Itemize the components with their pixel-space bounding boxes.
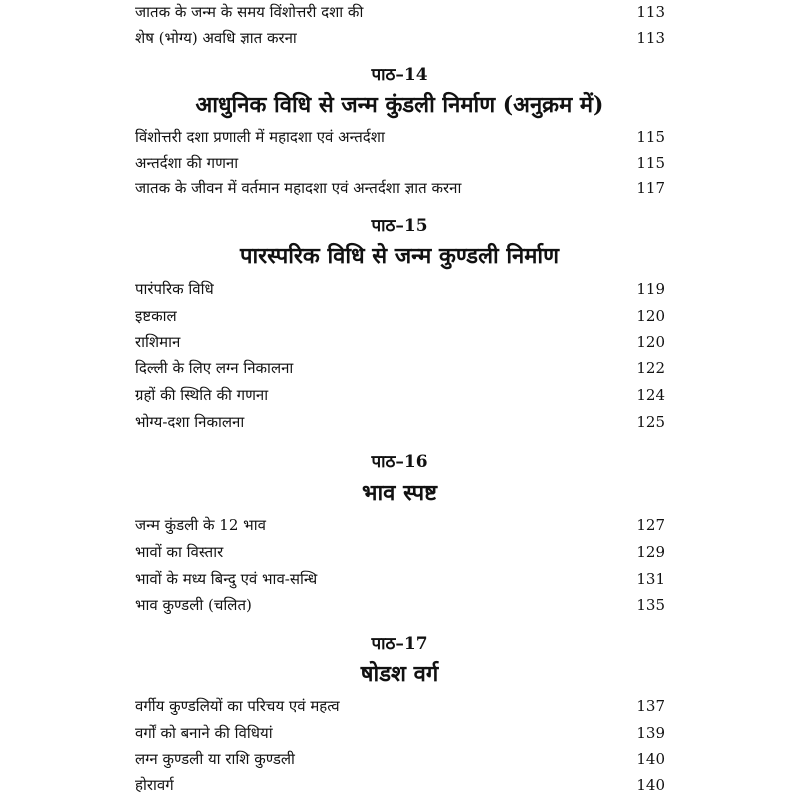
entry-title: भोग्य-दशा निकालना: [135, 413, 245, 431]
entry-page: 115: [636, 154, 665, 172]
entry-page: 115: [636, 128, 665, 146]
entry-page: 140: [636, 750, 665, 768]
chapter-title: पारस्परिक विधि से जन्म कुण्डली निर्माण: [239, 243, 560, 269]
entry-page: 131: [636, 570, 665, 588]
entry-page: 120: [636, 333, 665, 351]
entry-title: अन्तर्दशा की गणना: [135, 154, 239, 172]
toc-entry: [135, 539, 665, 565]
entry-title: पारंपरिक विधि: [135, 280, 214, 298]
toc-entry: [135, 124, 665, 150]
toc-entry: [135, 772, 665, 798]
toc-entry: [135, 355, 665, 381]
chapter-title: षोडश वर्ग: [360, 661, 439, 687]
entry-page: 137: [636, 697, 665, 715]
entry-title: जातक के जीवन में वर्तमान महादशा एवं अन्तर्दशा ज्ञात करना: [135, 179, 462, 197]
entry-title: राशिमान: [135, 333, 181, 351]
entry-page: 119: [636, 280, 665, 298]
entry-title: जातक के जन्म के समय विंशोत्तरी दशा की: [135, 3, 364, 21]
entry-title: दिल्ली के लिए लग्न निकालना: [135, 359, 294, 377]
entry-page: 139: [636, 724, 665, 742]
chapter-number: पाठ–15: [371, 216, 428, 236]
entry-title: जन्म कुंडली के 12 भाव: [135, 516, 266, 534]
toc-entry: [135, 720, 665, 746]
chapter-number: पाठ–14: [371, 65, 428, 85]
entry-title: भाव कुण्डली (चलित): [135, 596, 252, 614]
toc-entry: [135, 175, 665, 201]
entry-page: 117: [636, 179, 665, 197]
chapter-title: आधुनिक विधि से जन्म कुंडली निर्माण (अनुक्रम में): [195, 92, 604, 118]
toc-entry: [135, 329, 665, 355]
toc-entry: [135, 566, 665, 592]
toc-entry: [135, 25, 665, 51]
toc-entry: [135, 693, 665, 719]
chapter-number: पाठ–16: [371, 452, 428, 472]
entry-page: 113: [636, 29, 665, 47]
toc-entry: [135, 512, 665, 538]
entry-page: 127: [636, 516, 665, 534]
entry-page: 140: [636, 776, 665, 794]
toc-entry: [135, 0, 665, 25]
entry-title: भावों का विस्तार: [135, 543, 224, 561]
chapter-title: भाव स्पष्ट: [362, 480, 437, 506]
entry-title: विंशोत्तरी दशा प्रणाली में महादशा एवं अन्तर्दशा: [135, 128, 385, 146]
entry-title: इष्टकाल: [135, 307, 177, 325]
toc-entry: [135, 382, 665, 408]
toc-entry: [135, 276, 665, 302]
entry-title: होरावर्ग: [135, 776, 174, 794]
entry-title: ग्रहों की स्थिति की गणना: [135, 386, 269, 404]
entry-title: शेष (भोग्य) अवधि ज्ञात करना: [135, 29, 297, 47]
toc-entry: [135, 746, 665, 772]
entry-page: 125: [636, 413, 665, 431]
entry-title: लग्न कुण्डली या राशि कुण्डली: [135, 750, 295, 768]
entry-page: 120: [636, 307, 665, 325]
entry-page: 135: [636, 596, 665, 614]
entry-page: 129: [636, 543, 665, 561]
entry-page: 122: [636, 359, 665, 377]
toc-entry: [135, 150, 665, 176]
toc-entry: [135, 592, 665, 618]
entry-title: वर्गीय कुण्डलियों का परिचय एवं महत्व: [135, 697, 340, 715]
entry-title: भावों के मध्य बिन्दु एवं भाव-सन्धि: [135, 570, 318, 588]
toc-entry: [135, 409, 665, 435]
entry-page: 113: [636, 3, 665, 21]
toc-entry: [135, 303, 665, 329]
entry-page: 124: [636, 386, 665, 404]
entry-title: वर्गों को बनाने की विधियां: [135, 724, 273, 742]
chapter-number: पाठ–17: [371, 634, 428, 654]
